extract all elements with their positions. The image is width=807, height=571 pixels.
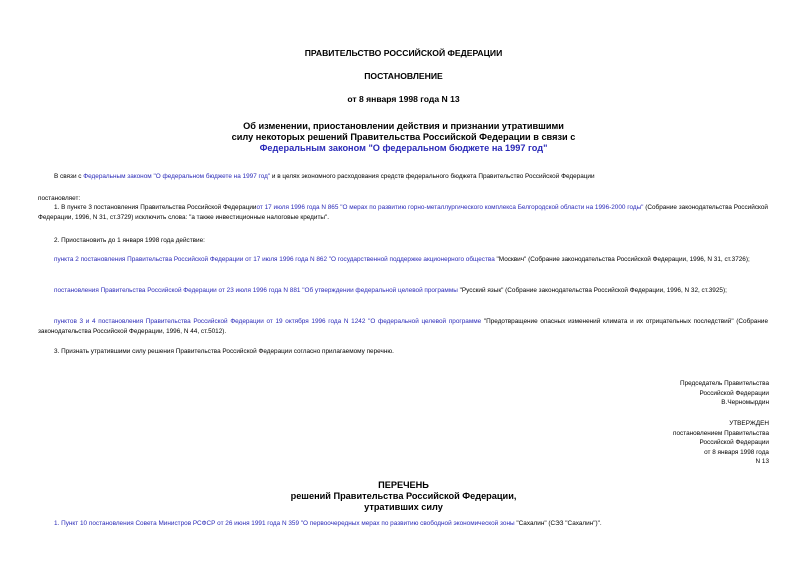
signature-line-3: В.Черномырдин — [721, 399, 769, 406]
approved-line-4: от 8 января 1998 года — [704, 448, 769, 456]
p2b-link[interactable]: постановления Правительства Российской Федерации от 23 июля 1996 года N 881 "Об утверждении федеральной целевой программы — [54, 287, 458, 294]
p2a-post: "Москвич" (Собрание законодательства Российской Федерации, 1996, N 31, ст.3726); — [494, 256, 750, 263]
document-date: от 8 января 1998 года N 13 — [347, 94, 460, 104]
intro-pre: В связи с — [54, 173, 84, 180]
p2c-link[interactable]: пунктов 3 и 4 постановления Правительства Российской Федерации от 19 октября 1996 года N 1242 "О федеральной целевой программе — [54, 318, 482, 325]
title-line-1: Об изменении, приостановлении действия и признании утратившими — [243, 121, 564, 131]
approved-line-2: постановлением Правительства — [673, 429, 769, 437]
paragraph-2c — [38, 317, 768, 336]
p1-link[interactable]: от 17 июля 1996 года N 865 "О мерах по развитию горно-металлургического комплекса Белгородской области на 1996-2000 годы" — [256, 204, 644, 211]
list-header — [0, 480, 807, 513]
list-item-1-link[interactable]: 1. Пункт 10 постановления Совета Министров РСФСР от 26 июня 1991 года N 359 "О первоочередных мерах по развитию свободной экономической зоны — [54, 520, 515, 527]
p1-pre: 1. В пункте 3 постановления Правительства Российской Федерации — [54, 204, 257, 211]
signature-block — [680, 379, 769, 408]
paragraph-2a — [38, 255, 768, 265]
approved-line-1: УТВЕРЖДЕН — [729, 420, 769, 427]
signature-line-2: Российской Федерации — [699, 389, 769, 397]
document-title — [0, 121, 807, 154]
paragraph-2: 2. Приостановить до 1 января 1998 года действие: — [54, 237, 205, 244]
title-law-link[interactable]: Федеральным законом "О федеральном бюджете на 1997 год" — [259, 143, 548, 153]
approved-block — [673, 419, 769, 467]
government-name: ПРАВИТЕЛЬСТВО РОССИЙСКОЙ ФЕДЕРАЦИИ — [304, 48, 503, 58]
list-item-1-post: "Сахалин" (СЭЗ "Сахалин")". — [514, 520, 602, 527]
paragraph-1 — [38, 203, 768, 222]
paragraph-2b — [38, 286, 768, 296]
list-subtitle-1: решений Правительства Российской Федерации, — [290, 491, 517, 501]
resolves-label: постановляет: — [38, 195, 81, 202]
p2b-post: "Русский язык" (Собрание законодательства Российской Федерации, 1996, N 32, ст.3925); — [457, 287, 727, 294]
approved-line-3: Российской Федерации — [699, 439, 769, 446]
signature-line-1: Председатель Правительства — [680, 380, 769, 387]
intro-paragraph — [38, 172, 768, 182]
title-line-2: силу некоторых решений Правительства Российской Федерации в связи с — [231, 132, 576, 142]
approved-line-5: N 13 — [755, 458, 769, 465]
intro-post: и в целях экономного расходования средств федерального бюджета Правительство Российской Федерации — [270, 173, 595, 180]
p1-post: (Собрание законодательства Российской Федерации, 1996, N 31, ст.3729) исключить слова: "а также инвестиционные налоговые кредиты". — [38, 204, 769, 221]
paragraph-3: 3. Признать утратившими силу решения Правительства Российской Федерации согласно прилагаемому перечню. — [54, 348, 394, 355]
p2c-post: "Предотвращение опасных изменений климата и их отрицательных последствий" (Собрание законодательства Российской Федерации, 1996, N 44, ст.5012). — [38, 318, 768, 335]
list-subtitle-2: утративших силу — [364, 502, 443, 512]
p2a-link[interactable]: пункта 2 постановления Правительства Российской Федерации от 17 июля 1996 года N 862 "О государственной поддержке акционерного общества — [54, 256, 495, 263]
list-item-1 — [38, 519, 768, 529]
list-title: ПЕРЕЧЕНЬ — [378, 480, 429, 490]
document-type: ПОСТАНОВЛЕНИЕ — [364, 71, 443, 81]
intro-law-link[interactable]: Федеральным законом "О федеральном бюджете на 1997 год" — [83, 173, 271, 180]
